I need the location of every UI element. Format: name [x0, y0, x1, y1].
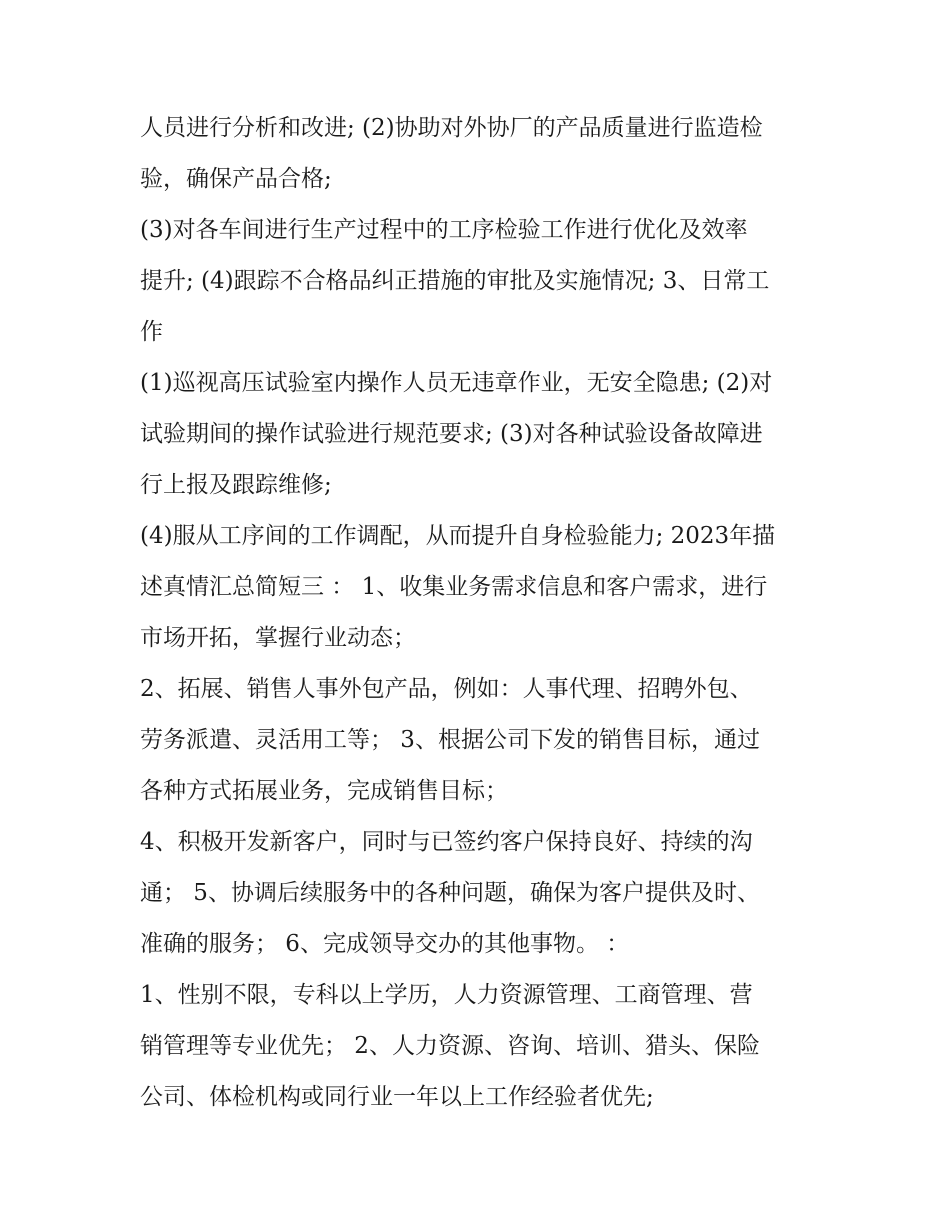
- text-line: (4)服从工序间的工作调配，从而提升自身检验能力; 2023年描: [140, 523, 776, 549]
- text-line: 述真情汇总简短三 ： 1、收集业务需求信息和客户需求，进行: [140, 574, 768, 600]
- text-line: 作: [140, 319, 163, 345]
- text-line: 劳务派遣、灵活用工等； 3、根据公司下发的销售目标，通过: [140, 727, 760, 753]
- text-line: 2、拓展、销售人事外包产品，例如：人事代理、招聘外包、: [140, 676, 753, 702]
- text-line: 销管理等专业优先； 2、人力资源、咨询、培训、猎头、保险: [140, 1033, 760, 1059]
- text-line: 公司、体检机构或同行业一年以上工作经验者优先;: [140, 1084, 654, 1110]
- text-line: 提升; (4)跟踪不合格品纠正措施的审批及实施情况; 3、日常工: [140, 268, 770, 294]
- text-line: (3)对各车间进行生产过程中的工序检验工作进行优化及效率: [140, 217, 748, 243]
- text-line: 行上报及跟踪维修;: [140, 472, 332, 498]
- text-line: 市场开拓，掌握行业动态；: [140, 625, 416, 651]
- text-line: 通； 5、协调后续服务中的各种问题，确保为客户提供及时、: [140, 880, 760, 906]
- text-line: 各种方式拓展业务，完成销售目标；: [140, 778, 508, 804]
- text-line: 准确的服务； 6、完成领导交办的其他事物。 ：: [140, 931, 630, 957]
- text-line: 试验期间的操作试验进行规范要求; (3)对各种试验设备故障进: [140, 421, 763, 447]
- text-line: (1)巡视高压试验室内操作人员无违章作业，无安全隐患; (2)对: [140, 370, 773, 396]
- text-line: 4、积极开发新客户，同时与已签约客户保持良好、持续的沟: [140, 829, 753, 855]
- document-body: [140, 103, 820, 1123]
- text-line: 验，确保产品合格;: [140, 166, 332, 192]
- text-line: 人员进行分析和改进; (2)协助对外协厂的产品质量进行监造检: [140, 115, 763, 141]
- text-line: 1、性别不限，专科以上学历，人力资源管理、工商管理、营: [140, 982, 753, 1008]
